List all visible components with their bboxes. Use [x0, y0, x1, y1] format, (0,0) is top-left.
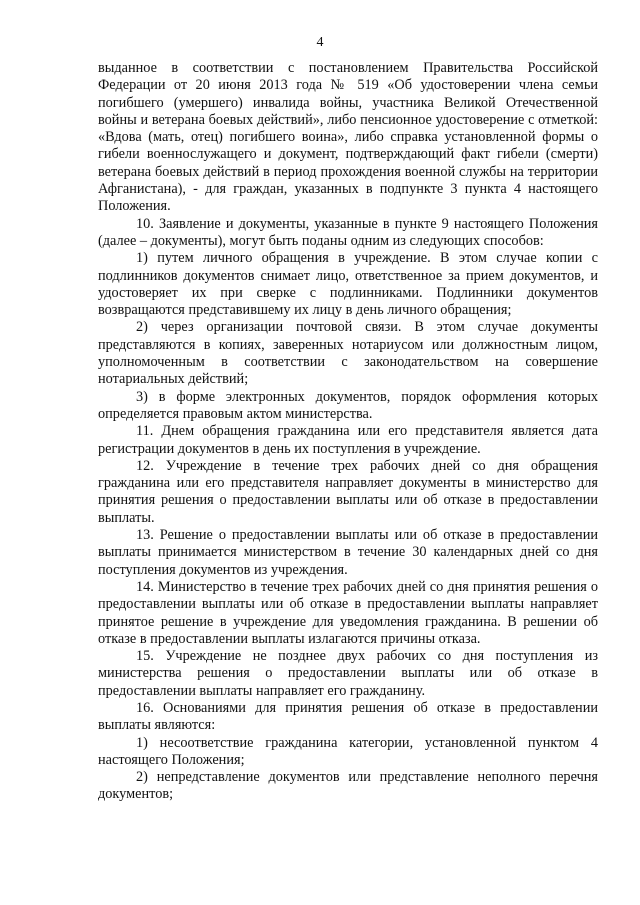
- paragraph-11: 11. Днем обращения гражданина или его представителя является дата регистрации документов в день их поступления в учреждение.: [98, 423, 598, 457]
- paragraph-16: 16. Основаниями для принятия решения об отказе в предоставлении выплаты являются:: [98, 699, 598, 734]
- page-number: 4: [316, 35, 324, 50]
- document-body: [98, 60, 598, 804]
- paragraph-10-item-3: 3) в форме электронных документов, порядок оформления которых определяется правовым актом министерства.: [98, 388, 598, 422]
- paragraph-12: 12. Учреждение в течение трех рабочих дней со дня обращения гражданина или его представителя направляет документы в министерство для принятия решения о предоставлении выплаты или об отказе в предоставлении выплаты.: [98, 457, 598, 526]
- paragraph-10-item-1: 1) путем личного обращения в учреждение. В этом случае копии с подлинников документов снимает лицо, ответственное за прием документов, и удостоверяет их при сверке с подлинниками. Подлинники документов возвращаются представившему их лицу в день личного обращения;: [98, 250, 598, 319]
- paragraph-16-item-1: 1) несоответствие гражданина категории, установленной пунктом 4 настоящего Положения;: [98, 734, 598, 768]
- paragraph-continuation: выданное в соответствии с постановлением Правительства Российской Федерации от 20 июня 2013 года № 519 «Об удостоверении члена семьи погибшего (умершего) инвалида войны, участника Великой Отечественной войны и ветерана боевых действий», либо пенсионное удостоверение с отметкой: «Вдова (мать, отец) погибшего воина», либо справка установленной формы о гибели военнослужащего и документ, подтверждающий факт гибели (смерти) ветерана боевых действий в период прохождения военной службы на территории Афганистана), - для граждан, указанных в подпункте 3 пункта 4 настоящего Положения.: [98, 60, 598, 215]
- paragraph-16-item-2: 2) непредставление документов или представление неполного перечня документов;: [98, 769, 598, 803]
- paragraph-13: 13. Решение о предоставлении выплаты или об отказе в предоставлении выплаты принимается министерством в течение 30 календарных дней со дня поступления документов из учреждения.: [98, 527, 598, 578]
- paragraph-10: 10. Заявление и документы, указанные в пункте 9 настоящего Положения (далее – документы), могут быть поданы одним из следующих способов:: [98, 215, 598, 249]
- paragraph-15: 15. Учреждение не позднее двух рабочих со дня поступления из министерства решения о предоставлении выплаты или об отказе в предоставлении выплаты направляет его гражданину.: [98, 648, 598, 699]
- paragraph-14: 14. Министерство в течение трех рабочих дней со дня принятия решения о предоставлении выплаты или об отказе в предоставлении выплаты направляет принятое решение в учреждение для уведомления гражданина. В решении об отказе в предоставлении выплаты излагаются причины отказа.: [98, 578, 598, 647]
- paragraph-10-item-2: 2) через организации почтовой связи. В этом случае документы представляются в копиях, заверенных нотариусом или должностным лицом, уполномоченным в соответствии с законодательством на совершение нотариальных действий;: [98, 319, 598, 388]
